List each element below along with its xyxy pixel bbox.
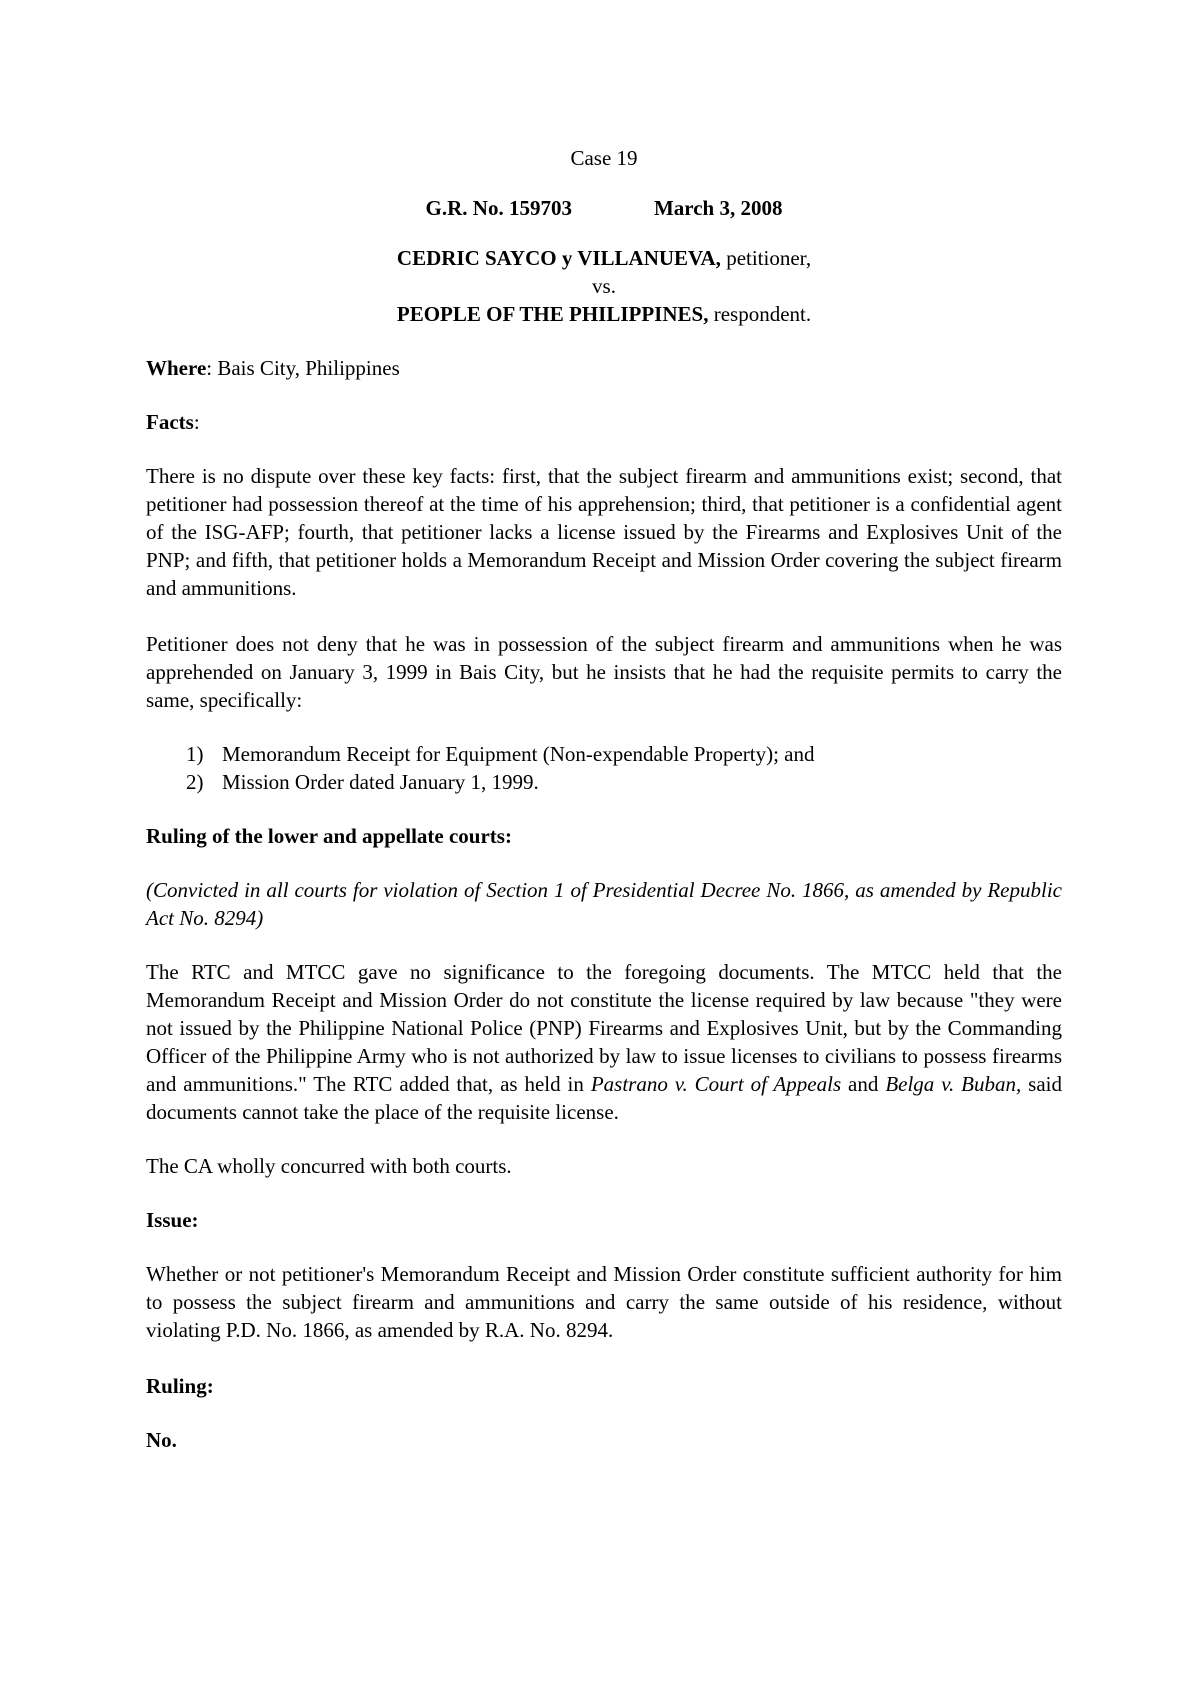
ruling-text-part: and [841, 1072, 886, 1096]
respondent-role: respondent. [708, 302, 812, 326]
cited-case-belga: Belga v. Buban, [885, 1072, 1022, 1096]
ruling-heading: Ruling: [146, 1374, 214, 1398]
list-item-text: Mission Order dated January 1, 1999. [222, 770, 539, 794]
case-label: Case 19 [570, 146, 638, 170]
ruling-lower-paragraph-1 [146, 958, 1062, 1126]
facts-label: Facts [146, 410, 194, 434]
list-item-number: 2) [186, 770, 204, 794]
ruling-text-part: said documents cannot take the place of the requisite license. [146, 1072, 1062, 1124]
petitioner-name: CEDRIC SAYCO y VILLANUEVA, [396, 246, 721, 270]
list-item-number: 1) [186, 742, 204, 766]
ruling-answer: No. [146, 1428, 177, 1452]
petitioner-line [146, 244, 1062, 272]
facts-paragraph-1: There is no dispute over these key facts: first, that the subject firearm and ammunitions exist; second, that petitioner had possession thereof at the time of his apprehension; third, that petitioner is a confidential agent of the ISG-AFP; fourth, that petitioner lacks a license issued by the Firearms and Explosives Unit of the PNP; and fifth, that petitioner holds a Memorandum Receipt and Mission Order covering the subject firearm and ammunitions. [146, 464, 1062, 600]
ruling-text-part: The RTC and MTCC gave no significance to the foregoing documents. The MTCC held that the Memorandum Receipt and Mission Order do not constitute the license required by law because "they were not issued by the Philippine National Police (PNP) Firearms and Explosives Unit, but by the Commanding Officer of the Philippine Army who is not authorized by law to issue licenses to civilians to possess firearms and ammunitions." The RTC added that, as held in [146, 960, 1062, 1096]
conviction-note: (Convicted in all courts for violation of Section 1 of Presidential Decree No. 1866, as amended by Republic Act No. 8294) [146, 878, 1062, 930]
respondent-name: PEOPLE OF THE PHILIPPINES, [396, 302, 709, 326]
issue-heading: Issue: [146, 1208, 199, 1232]
requisite-permits-list [146, 740, 1062, 796]
petitioner-role: petitioner, [720, 246, 812, 270]
facts-colon: : [193, 410, 200, 434]
versus-line: vs. [592, 274, 616, 298]
where-label: Where [146, 356, 207, 380]
where-line [146, 354, 1062, 382]
decision-date: March 3, 2008 [653, 196, 783, 220]
list-item [146, 768, 1062, 796]
ruling-lower-heading: Ruling of the lower and appellate courts: [146, 824, 512, 848]
document-page [146, 144, 1062, 1454]
facts-paragraph-2: Petitioner does not deny that he was in possession of the subject firearm and ammunitions when he was apprehended on January 3, 1999 in Bais City, but he insists that he had the requisite permits to carry the same, specifically: [146, 632, 1062, 712]
ruling-lower-paragraph-2: The CA wholly concurred with both courts. [146, 1154, 512, 1178]
list-item [146, 740, 1062, 768]
list-item-text: Memorandum Receipt for Equipment (Non-expendable Property); and [222, 742, 815, 766]
respondent-line [146, 300, 1062, 328]
where-value: : Bais City, Philippines [206, 356, 400, 380]
gr-number: G.R. No. 159703 [425, 196, 572, 220]
case-reference-line [146, 194, 1062, 222]
cited-case-pastrano: Pastrano v. Court of Appeals [590, 1072, 842, 1096]
issue-text: Whether or not petitioner's Memorandum Receipt and Mission Order constitute sufficient authority for him to possess the subject firearm and ammunitions and carry the same outside of his residence, without violating P.D. No. 1866, as amended by R.A. No. 8294. [146, 1262, 1062, 1342]
case-parties [146, 244, 1062, 328]
facts-heading [146, 408, 1062, 436]
